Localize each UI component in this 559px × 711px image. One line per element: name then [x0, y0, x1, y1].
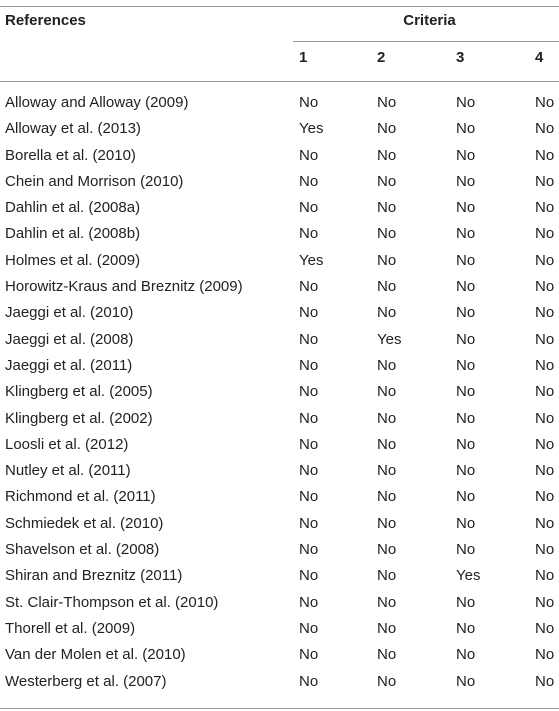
reference-cell: Schmiedek et al. (2010): [5, 514, 164, 532]
criterion-2-cell: Yes: [377, 330, 402, 348]
table-row: [0, 432, 559, 458]
criterion-1-cell: No: [299, 488, 319, 506]
criterion-1-cell: No: [299, 409, 319, 427]
criteria-header: Criteria: [403, 12, 456, 29]
criterion-2-cell: No: [377, 646, 397, 664]
criterion-2-cell: No: [377, 251, 397, 269]
criterion-3-cell: Yes: [456, 567, 481, 585]
reference-cell: Van der Molen et al. (2010): [5, 646, 186, 664]
reference-cell: Alloway et al. (2013): [5, 120, 141, 138]
table-row: [0, 537, 559, 563]
criterion-1-cell: No: [299, 304, 319, 322]
criterion-4-cell: No: [535, 94, 555, 111]
table-top-rule: [0, 6, 559, 7]
reference-cell: Horowitz-Kraus and Breznitz (2009): [5, 278, 243, 296]
criterion-1-cell: Yes: [299, 120, 324, 138]
criterion-1-cell: No: [299, 383, 319, 401]
criterion-4-cell: No: [535, 593, 555, 611]
table-row: [0, 248, 559, 274]
table-row: [0, 300, 559, 326]
criterion-2-cell: No: [377, 356, 397, 374]
criterion-1-cell: No: [299, 593, 319, 611]
criterion-4-cell: No: [535, 383, 555, 401]
criterion-3-cell: No: [456, 541, 476, 559]
criterion-4-cell: No: [535, 199, 555, 217]
reference-cell: Klingberg et al. (2002): [5, 409, 153, 427]
criterion-2-cell: No: [377, 409, 397, 427]
table-row: [0, 458, 559, 484]
criterion-1-cell: Yes: [299, 251, 324, 269]
reference-cell: Shiran and Breznitz (2011): [5, 567, 183, 585]
reference-cell: Holmes et al. (2009): [5, 251, 141, 269]
table-row: [0, 274, 559, 300]
reference-cell: Jaeggi et al. (2010): [5, 304, 134, 322]
criterion-3-cell: No: [456, 593, 476, 611]
criterion-2-cell: No: [377, 199, 397, 217]
criterion-4-cell: No: [535, 172, 555, 190]
reference-cell: Thorell et al. (2009): [5, 619, 136, 637]
table-row: [0, 90, 559, 116]
criterion-3-cell: No: [456, 94, 476, 111]
criterion-4-cell: No: [535, 304, 555, 322]
criterion-3-cell: No: [456, 304, 476, 322]
criterion-2-cell: No: [377, 435, 397, 453]
table-body: [0, 90, 559, 695]
header-bottom-rule: [0, 81, 559, 82]
criterion-3-cell: No: [456, 383, 476, 401]
criterion-2-cell: No: [377, 120, 397, 138]
criterion-2-cell: No: [377, 383, 397, 401]
criterion-3-cell: No: [456, 462, 476, 480]
criterion-2-cell: No: [377, 567, 397, 585]
criterion-4-cell: No: [535, 435, 555, 453]
table-bottom-rule: [0, 708, 559, 709]
criterion-1-cell: No: [299, 94, 319, 111]
criterion-2-cell: No: [377, 225, 397, 243]
criteria-number-2: 2: [377, 49, 386, 66]
criterion-2-cell: No: [377, 619, 397, 637]
criterion-3-cell: No: [456, 330, 476, 348]
reference-cell: Nutley et al. (2011): [5, 462, 131, 480]
references-header: References: [5, 12, 86, 29]
criterion-3-cell: No: [456, 278, 476, 296]
table-row: [0, 195, 559, 221]
criterion-1-cell: No: [299, 462, 319, 480]
reference-cell: Loosli et al. (2012): [5, 435, 129, 453]
reference-cell: Chein and Morrison (2010): [5, 172, 184, 190]
criterion-2-cell: No: [377, 541, 397, 559]
criterion-4-cell: No: [535, 225, 555, 243]
criterion-3-cell: No: [456, 619, 476, 637]
reference-cell: Alloway and Alloway (2009): [5, 94, 189, 111]
criterion-2-cell: No: [377, 593, 397, 611]
criterion-3-cell: No: [456, 488, 476, 506]
criterion-2-cell: No: [377, 94, 397, 111]
criterion-4-cell: No: [535, 488, 555, 506]
criterion-2-cell: No: [377, 672, 397, 690]
table-row: [0, 353, 559, 379]
criterion-3-cell: No: [456, 672, 476, 690]
criterion-4-cell: No: [535, 146, 555, 164]
criterion-3-cell: No: [456, 146, 476, 164]
criterion-2-cell: No: [377, 146, 397, 164]
criterion-1-cell: No: [299, 356, 319, 374]
reference-cell: Shavelson et al. (2008): [5, 541, 160, 559]
criterion-4-cell: No: [535, 251, 555, 269]
criterion-3-cell: No: [456, 199, 476, 217]
criterion-4-cell: No: [535, 356, 555, 374]
reference-cell: Jaeggi et al. (2008): [5, 330, 134, 348]
criterion-1-cell: No: [299, 146, 319, 164]
criterion-1-cell: No: [299, 567, 319, 585]
criterion-3-cell: No: [456, 225, 476, 243]
criterion-4-cell: No: [535, 541, 555, 559]
criterion-1-cell: No: [299, 619, 319, 637]
table-row: [0, 327, 559, 353]
table-row: [0, 590, 559, 616]
table-row: [0, 616, 559, 642]
table-row: [0, 406, 559, 432]
criterion-4-cell: No: [535, 120, 555, 138]
criterion-2-cell: No: [377, 462, 397, 480]
criterion-3-cell: No: [456, 120, 476, 138]
criterion-1-cell: No: [299, 646, 319, 664]
criterion-2-cell: No: [377, 488, 397, 506]
table-row: [0, 221, 559, 247]
reference-cell: Klingberg et al. (2005): [5, 383, 153, 401]
table-row: [0, 169, 559, 195]
criterion-4-cell: No: [535, 462, 555, 480]
criterion-1-cell: No: [299, 514, 319, 532]
criterion-4-cell: No: [535, 646, 555, 664]
criterion-1-cell: No: [299, 172, 319, 190]
criterion-4-cell: No: [535, 619, 555, 637]
criteria-header-rule: [293, 41, 559, 42]
reference-cell: Dahlin et al. (2008b): [5, 225, 141, 243]
reference-cell: Dahlin et al. (2008a): [5, 199, 141, 217]
reference-cell: Jaeggi et al. (2011): [5, 356, 133, 374]
reference-cell: Westerberg et al. (2007): [5, 672, 167, 690]
criterion-4-cell: No: [535, 330, 555, 348]
criterion-3-cell: No: [456, 356, 476, 374]
criterion-1-cell: No: [299, 225, 319, 243]
criterion-4-cell: No: [535, 567, 555, 585]
table-row: [0, 143, 559, 169]
criterion-1-cell: No: [299, 541, 319, 559]
criteria-number-1: 1: [299, 49, 308, 66]
criterion-2-cell: No: [377, 304, 397, 322]
reference-cell: Richmond et al. (2011): [5, 488, 156, 506]
criterion-3-cell: No: [456, 646, 476, 664]
criterion-2-cell: No: [377, 278, 397, 296]
criterion-4-cell: No: [535, 409, 555, 427]
criteria-number-3: 3: [456, 49, 465, 66]
criterion-1-cell: No: [299, 672, 319, 690]
criterion-4-cell: No: [535, 514, 555, 532]
criterion-3-cell: No: [456, 409, 476, 427]
criterion-3-cell: No: [456, 514, 476, 532]
table-row: [0, 669, 559, 695]
criterion-4-cell: No: [535, 278, 555, 296]
criteria-number-4: 4: [535, 49, 544, 66]
criterion-1-cell: No: [299, 330, 319, 348]
table-row: [0, 379, 559, 405]
criterion-2-cell: No: [377, 172, 397, 190]
criterion-3-cell: No: [456, 172, 476, 190]
criterion-3-cell: No: [456, 251, 476, 269]
table-row: [0, 563, 559, 589]
reference-cell: Borella et al. (2010): [5, 146, 136, 164]
criterion-2-cell: No: [377, 514, 397, 532]
table-row: [0, 484, 559, 510]
table-row: [0, 642, 559, 668]
table-row: [0, 511, 559, 537]
criterion-1-cell: No: [299, 435, 319, 453]
criterion-4-cell: No: [535, 672, 555, 690]
criterion-3-cell: No: [456, 435, 476, 453]
criterion-1-cell: No: [299, 278, 319, 296]
table-row: [0, 116, 559, 142]
reference-cell: St. Clair-Thompson et al. (2010): [5, 593, 219, 611]
criterion-1-cell: No: [299, 199, 319, 217]
